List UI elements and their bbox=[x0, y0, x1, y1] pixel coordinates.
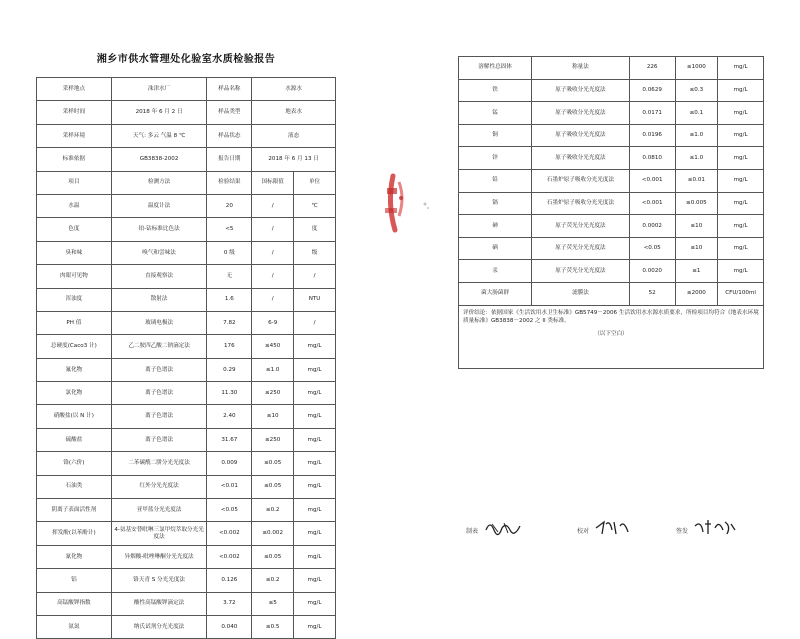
cell-unit: 度 bbox=[294, 218, 336, 241]
cell-unit: mg/L bbox=[294, 522, 336, 545]
table-row bbox=[459, 102, 764, 125]
cell-unit: mg/L bbox=[294, 452, 336, 475]
info-label: 报告日期 bbox=[207, 148, 252, 171]
cell-limit: / bbox=[252, 194, 294, 217]
cell-item: 铬(六价) bbox=[37, 452, 112, 475]
header-limit: 国标限值 bbox=[252, 171, 294, 194]
cell-limit: ≤0.5 bbox=[252, 615, 294, 638]
table-row bbox=[37, 428, 336, 451]
cell-method: 嗅气和尝味法 bbox=[111, 241, 207, 264]
cell-method: 铂-钴标准比色法 bbox=[111, 218, 207, 241]
cell-unit: mg/L bbox=[718, 79, 764, 102]
cell-limit: ≤2000 bbox=[675, 282, 718, 305]
report-page-right bbox=[458, 56, 764, 369]
cell-limit: ≤0.1 bbox=[675, 102, 718, 125]
cell-unit: ℃ bbox=[294, 194, 336, 217]
table-row bbox=[37, 499, 336, 522]
cell-result: 0.0810 bbox=[629, 147, 675, 170]
cell-method: 石墨炉原子吸收分光光度法 bbox=[532, 169, 630, 192]
cell-result: 0.040 bbox=[207, 615, 252, 638]
cell-unit: mg/L bbox=[718, 169, 764, 192]
cell-result: 226 bbox=[629, 57, 675, 80]
cell-method: 原子吸收分光光度法 bbox=[532, 147, 630, 170]
cell-result: 2.40 bbox=[207, 405, 252, 428]
cell-limit: ≤1.0 bbox=[675, 147, 718, 170]
report-table-left bbox=[36, 77, 336, 639]
info-label: 样品名称 bbox=[207, 78, 252, 101]
cell-item: 石油类 bbox=[37, 475, 112, 498]
table-row bbox=[37, 545, 336, 568]
cell-item: 锰 bbox=[459, 102, 532, 125]
cell-limit: / bbox=[252, 241, 294, 264]
cell-result: 0.126 bbox=[207, 569, 252, 592]
header-unit: 单位 bbox=[294, 171, 336, 194]
cell-method: 纳氏试剂分光光度法 bbox=[111, 615, 207, 638]
table-row bbox=[37, 592, 336, 615]
header-method: 检测方法 bbox=[111, 171, 207, 194]
cell-limit: ≤10 bbox=[675, 237, 718, 260]
table-row bbox=[37, 452, 336, 475]
cell-unit: mg/L bbox=[294, 335, 336, 358]
cell-unit: mg/L bbox=[294, 428, 336, 451]
cell-result: 52 bbox=[629, 282, 675, 305]
cell-item: 汞 bbox=[459, 260, 532, 283]
cell-unit: mg/L bbox=[294, 569, 336, 592]
cell-method: 离子色谱法 bbox=[111, 405, 207, 428]
info-value: 2018 年 6 月 2 日 bbox=[111, 101, 207, 124]
cell-unit: mg/L bbox=[718, 102, 764, 125]
table-row bbox=[37, 311, 336, 334]
table-row bbox=[459, 147, 764, 170]
evaluation-row bbox=[459, 305, 764, 368]
cell-method: 原子吸收分光光度法 bbox=[532, 79, 630, 102]
table-row bbox=[459, 282, 764, 305]
cell-method: 离子色谱法 bbox=[111, 428, 207, 451]
cell-item: 硫酸盐 bbox=[37, 428, 112, 451]
cell-limit: ≤1.0 bbox=[675, 124, 718, 147]
table-row bbox=[459, 215, 764, 238]
info-value: 洙津水厂 bbox=[111, 78, 207, 101]
table-row bbox=[459, 169, 764, 192]
cell-limit: ≤0.3 bbox=[675, 79, 718, 102]
cell-result: 无 bbox=[207, 265, 252, 288]
cell-limit: ≤0.05 bbox=[252, 452, 294, 475]
cell-limit: ≤0.05 bbox=[252, 545, 294, 568]
signature-prepared-label: 制表 bbox=[466, 528, 479, 535]
cell-result: <0.002 bbox=[207, 522, 252, 545]
cell-result: <0.01 bbox=[207, 475, 252, 498]
cell-item: 氯化物 bbox=[37, 382, 112, 405]
table-row bbox=[459, 260, 764, 283]
cell-result: <0.002 bbox=[207, 545, 252, 568]
cell-limit: / bbox=[252, 288, 294, 311]
cell-item: 挥发酚(以苯酚计) bbox=[37, 522, 112, 545]
table-row bbox=[37, 218, 336, 241]
cell-limit: ≤1000 bbox=[675, 57, 718, 80]
cell-unit: mg/L bbox=[294, 615, 336, 638]
cell-item: 氨氮 bbox=[37, 615, 112, 638]
cell-limit: ≤1 bbox=[675, 260, 718, 283]
cell-method: 原子吸收分光光度法 bbox=[532, 124, 630, 147]
table-row bbox=[37, 382, 336, 405]
cell-item: 镉 bbox=[459, 192, 532, 215]
cell-method: 原子荧光分光光度法 bbox=[532, 215, 630, 238]
cell-item: 阴离子表面活性剂 bbox=[37, 499, 112, 522]
cell-item: 总硬度(Caco3 计) bbox=[37, 335, 112, 358]
evaluation-cell bbox=[459, 305, 764, 368]
info-label: 样品状态 bbox=[207, 124, 252, 147]
cell-item: 砷 bbox=[459, 215, 532, 238]
cell-unit: mg/L bbox=[718, 147, 764, 170]
info-row bbox=[37, 101, 336, 124]
table-row bbox=[37, 405, 336, 428]
info-value: 天气: 多云 气温 8 ℃ bbox=[111, 124, 207, 147]
cell-unit: / bbox=[294, 311, 336, 334]
cell-item: PH 值 bbox=[37, 311, 112, 334]
info-label: 采样时间 bbox=[37, 101, 112, 124]
cell-item: 铅 bbox=[459, 169, 532, 192]
cell-item: 水温 bbox=[37, 194, 112, 217]
cell-limit: ≤5 bbox=[252, 592, 294, 615]
cell-unit: mg/L bbox=[294, 475, 336, 498]
info-value: 地表水 bbox=[252, 101, 336, 124]
cell-limit: ≤0.002 bbox=[252, 522, 294, 545]
info-label: 样品类型 bbox=[207, 101, 252, 124]
cell-item: 臭和味 bbox=[37, 241, 112, 264]
table-row bbox=[37, 475, 336, 498]
cell-result: 0.0629 bbox=[629, 79, 675, 102]
signature-approved-handwriting bbox=[693, 518, 737, 536]
cell-result: 31.67 bbox=[207, 428, 252, 451]
table-row bbox=[37, 615, 336, 638]
table-row bbox=[459, 192, 764, 215]
cell-item: 浑浊度 bbox=[37, 288, 112, 311]
cell-result: 0.009 bbox=[207, 452, 252, 475]
cell-method: 散射法 bbox=[111, 288, 207, 311]
cell-item: 溶解性总固体 bbox=[459, 57, 532, 80]
cell-limit: ≤10 bbox=[675, 215, 718, 238]
info-label: 采样环境 bbox=[37, 124, 112, 147]
cell-limit: ≤0.2 bbox=[252, 569, 294, 592]
table-header-row bbox=[37, 171, 336, 194]
cell-item: 高锰酸钾指数 bbox=[37, 592, 112, 615]
cell-item: 菌大肠菌群 bbox=[459, 282, 532, 305]
report-table-left-body bbox=[37, 78, 336, 639]
cell-result: 3.72 bbox=[207, 592, 252, 615]
cell-result: 0 级 bbox=[207, 241, 252, 264]
cell-unit: mg/L bbox=[718, 237, 764, 260]
cell-limit: / bbox=[252, 218, 294, 241]
cell-item: 铜 bbox=[459, 124, 532, 147]
cell-unit: mg/L bbox=[294, 499, 336, 522]
cell-item: 肉眼可见物 bbox=[37, 265, 112, 288]
cell-result: 20 bbox=[207, 194, 252, 217]
cell-method: 二苯碳酰二肼分光光度法 bbox=[111, 452, 207, 475]
cell-unit: mg/L bbox=[718, 57, 764, 80]
cell-method: 乙二胺四乙酸二钠滴定法 bbox=[111, 335, 207, 358]
cell-method: 离子色谱法 bbox=[111, 382, 207, 405]
cell-method: 称量法 bbox=[532, 57, 630, 80]
cell-item: 氰化物 bbox=[37, 545, 112, 568]
cell-result: 1.6 bbox=[207, 288, 252, 311]
cell-unit: mg/L bbox=[294, 545, 336, 568]
cell-unit: mg/L bbox=[294, 405, 336, 428]
info-row bbox=[37, 78, 336, 101]
info-value: 液态 bbox=[252, 124, 336, 147]
cell-limit: / bbox=[252, 265, 294, 288]
table-row bbox=[37, 288, 336, 311]
cell-result: <0.001 bbox=[629, 169, 675, 192]
cell-unit: mg/L bbox=[718, 124, 764, 147]
cell-item: 色度 bbox=[37, 218, 112, 241]
header-result: 检验结果 bbox=[207, 171, 252, 194]
info-value: GB3838-2002 bbox=[111, 148, 207, 171]
info-value: 2018 年 6 月 13 日 bbox=[252, 148, 336, 171]
report-page-left bbox=[36, 50, 336, 639]
cell-limit: ≤10 bbox=[252, 405, 294, 428]
signature-checked-handwriting bbox=[594, 518, 630, 536]
cell-limit: ≤0.01 bbox=[675, 169, 718, 192]
cell-result: 176 bbox=[207, 335, 252, 358]
cell-unit: mg/L bbox=[718, 215, 764, 238]
cell-unit: mg/L bbox=[294, 382, 336, 405]
cell-result: 0.0171 bbox=[629, 102, 675, 125]
cell-method: 原子吸收分光光度法 bbox=[532, 102, 630, 125]
signature-prepared-handwriting bbox=[484, 518, 522, 536]
report-title: 湘乡市供水管理处化验室水质检验报告 bbox=[96, 54, 276, 65]
cell-method: 红外分光光度法 bbox=[111, 475, 207, 498]
cell-result: 0.29 bbox=[207, 358, 252, 381]
info-row bbox=[37, 124, 336, 147]
cell-limit: ≤0.2 bbox=[252, 499, 294, 522]
cell-result: <0.05 bbox=[207, 499, 252, 522]
signature-approved-label: 签发 bbox=[676, 528, 689, 535]
end-note: （以下空白） bbox=[594, 331, 628, 338]
cell-item: 铝 bbox=[37, 569, 112, 592]
cell-method: 温度计法 bbox=[111, 194, 207, 217]
cell-method: 亚甲蓝分光光度法 bbox=[111, 499, 207, 522]
cell-result: 0.0020 bbox=[629, 260, 675, 283]
cell-unit: / bbox=[294, 265, 336, 288]
red-stamp-seal bbox=[381, 168, 437, 238]
cell-limit: ≤450 bbox=[252, 335, 294, 358]
cell-unit: mg/L bbox=[294, 592, 336, 615]
table-row bbox=[459, 237, 764, 260]
cell-item: 硝酸盐(以 N 计) bbox=[37, 405, 112, 428]
table-row bbox=[459, 124, 764, 147]
cell-method: 酸性高锰酸钾滴定法 bbox=[111, 592, 207, 615]
table-row bbox=[37, 194, 336, 217]
table-row bbox=[37, 569, 336, 592]
cell-method: 原子荧光分光光度法 bbox=[532, 260, 630, 283]
cell-limit: ≤0.05 bbox=[252, 475, 294, 498]
cell-method: 直接观察法 bbox=[111, 265, 207, 288]
cell-method: 滤膜法 bbox=[532, 282, 630, 305]
info-value: 水源水 bbox=[252, 78, 336, 101]
cell-method: 4-氨基安替吡啉三氯甲烷萃取分光光度法 bbox=[111, 522, 207, 545]
cell-method: 离子色谱法 bbox=[111, 358, 207, 381]
cell-item: 氟化物 bbox=[37, 358, 112, 381]
cell-unit: 级 bbox=[294, 241, 336, 264]
table-row bbox=[459, 57, 764, 80]
cell-result: 0.0002 bbox=[629, 215, 675, 238]
cell-item: 铁 bbox=[459, 79, 532, 102]
cell-limit: 6-9 bbox=[252, 311, 294, 334]
cell-result: <5 bbox=[207, 218, 252, 241]
cell-result: 0.0196 bbox=[629, 124, 675, 147]
table-row bbox=[37, 358, 336, 381]
report-table-right-body bbox=[459, 57, 764, 306]
table-row bbox=[37, 522, 336, 545]
cell-unit: NTU bbox=[294, 288, 336, 311]
cell-limit: ≤1.0 bbox=[252, 358, 294, 381]
cell-result: 7.82 bbox=[207, 311, 252, 334]
evaluation-text: 评价结论：依据国家《生活饮用水卫生标准》GB5749－2006 生活饮用水水源水质要求，所检项目均符合《地表水环境质量标准》GB3838－2002 之 II 类标准。 bbox=[463, 309, 759, 325]
table-row bbox=[37, 335, 336, 358]
cell-unit: mg/L bbox=[718, 192, 764, 215]
cell-limit: ≤250 bbox=[252, 382, 294, 405]
cell-method: 异烟酸-吡唑啉酮分光光度法 bbox=[111, 545, 207, 568]
table-row bbox=[37, 241, 336, 264]
cell-method: 铬天青 S 分光光度法 bbox=[111, 569, 207, 592]
cell-result: <0.05 bbox=[629, 237, 675, 260]
info-row bbox=[37, 148, 336, 171]
header-item: 项目 bbox=[37, 171, 112, 194]
info-label: 采样地点 bbox=[37, 78, 112, 101]
cell-unit: CFU/100ml bbox=[718, 282, 764, 305]
cell-unit: mg/L bbox=[294, 358, 336, 381]
table-row bbox=[37, 265, 336, 288]
cell-item: 硒 bbox=[459, 237, 532, 260]
cell-item: 锌 bbox=[459, 147, 532, 170]
report-table-right bbox=[458, 56, 764, 369]
signature-checked-label: 校对 bbox=[577, 528, 590, 535]
info-label: 标准依据 bbox=[37, 148, 112, 171]
cell-method: 原子荧光分光光度法 bbox=[532, 237, 630, 260]
cell-limit: ≤250 bbox=[252, 428, 294, 451]
cell-method: 玻璃电极法 bbox=[111, 311, 207, 334]
cell-result: <0.001 bbox=[629, 192, 675, 215]
cell-unit: mg/L bbox=[718, 260, 764, 283]
cell-method: 石墨炉原子吸收分光光度法 bbox=[532, 192, 630, 215]
table-row bbox=[459, 79, 764, 102]
cell-limit: ≤0.005 bbox=[675, 192, 718, 215]
cell-result: 11.30 bbox=[207, 382, 252, 405]
